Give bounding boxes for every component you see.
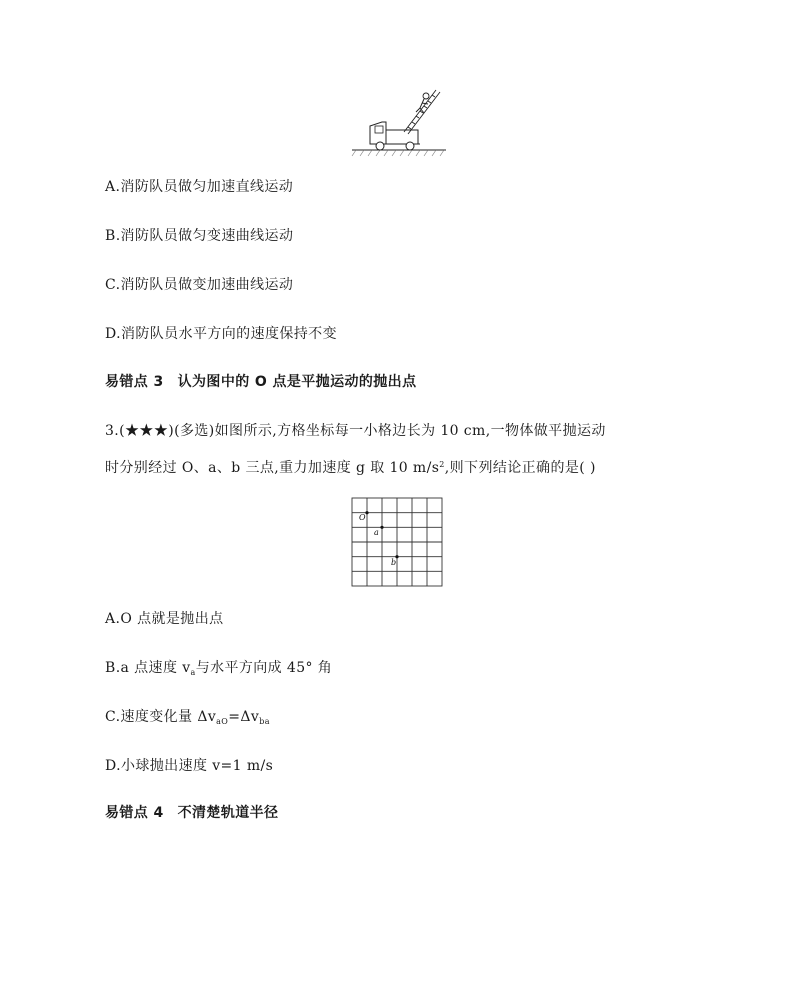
grid-figure <box>351 497 443 589</box>
label-a: a <box>374 528 379 537</box>
q3-option-b-text-1: a 点速度 v <box>120 660 191 676</box>
q3-option-b-letter: B. <box>105 660 121 676</box>
stem-superscript: 2 <box>439 460 445 469</box>
q3-option-c-subscript-1: aO <box>216 717 229 726</box>
q3-option-c-text-2: =Δv <box>228 709 260 725</box>
section-label: 易错点 4 <box>105 805 164 821</box>
option-d-text: 消防队员水平方向的速度保持不变 <box>120 326 337 342</box>
q3-option-a <box>105 610 224 628</box>
q3-option-c-subscript-2: ba <box>259 717 270 726</box>
stem-text-2a: 时分别经过 O、a、b 三点,重力加速度 g 取 10 m/s <box>105 460 440 476</box>
q3-option-d-letter: D. <box>105 758 121 774</box>
section-label: 易错点 3 <box>105 374 164 390</box>
q3-option-b-text-2: 与水平方向成 45° 角 <box>195 660 333 676</box>
q3-option-d-text: 小球抛出速度 v=1 m/s <box>120 758 274 774</box>
option-b-letter: B. <box>105 228 121 244</box>
question-number: 3. <box>105 423 120 439</box>
option-b-text: 消防队员做匀变速曲线运动 <box>120 228 294 244</box>
fire-truck-figure <box>350 86 450 158</box>
section-heading-4 <box>105 804 278 822</box>
option-d-letter: D. <box>105 326 121 342</box>
option-a-text: 消防队员做匀加速直线运动 <box>120 179 294 195</box>
q3-option-a-letter: A. <box>105 611 121 627</box>
point-a <box>380 526 383 529</box>
option-c-letter: C. <box>105 277 121 293</box>
q3-option-c-letter: C. <box>105 709 121 725</box>
stem-text-2b: ,则下列结论正确的是( ) <box>444 460 596 476</box>
section-title: 认为图中的 O 点是平抛运动的抛出点 <box>177 374 417 390</box>
q3-option-b-subscript: a <box>190 668 196 677</box>
label-b: b <box>391 558 397 567</box>
section-heading-3 <box>105 373 416 391</box>
stem-text-1: 如图所示,方格坐标每一小格边长为 10 cm,一物体做平抛运动 <box>214 423 606 439</box>
option-c <box>105 276 293 294</box>
q3-option-c <box>105 708 270 728</box>
option-b <box>105 227 293 245</box>
question-stem-line-1 <box>105 422 606 440</box>
q3-option-b <box>105 659 332 679</box>
option-a-letter: A. <box>105 179 121 195</box>
difficulty-stars: (★★★) <box>119 423 175 439</box>
q3-option-d <box>105 757 273 775</box>
label-o: O <box>359 513 366 522</box>
option-a <box>105 178 293 196</box>
q3-option-a-text: O 点就是抛出点 <box>120 611 224 627</box>
option-d <box>105 325 337 343</box>
q3-option-c-text-1: 速度变化量 Δv <box>120 709 217 725</box>
option-c-text: 消防队员做变加速曲线运动 <box>120 277 294 293</box>
question-stem-line-2 <box>105 459 596 479</box>
question-type: (多选) <box>174 423 215 439</box>
section-title: 不清楚轨道半径 <box>177 805 279 821</box>
point-o <box>365 511 368 514</box>
